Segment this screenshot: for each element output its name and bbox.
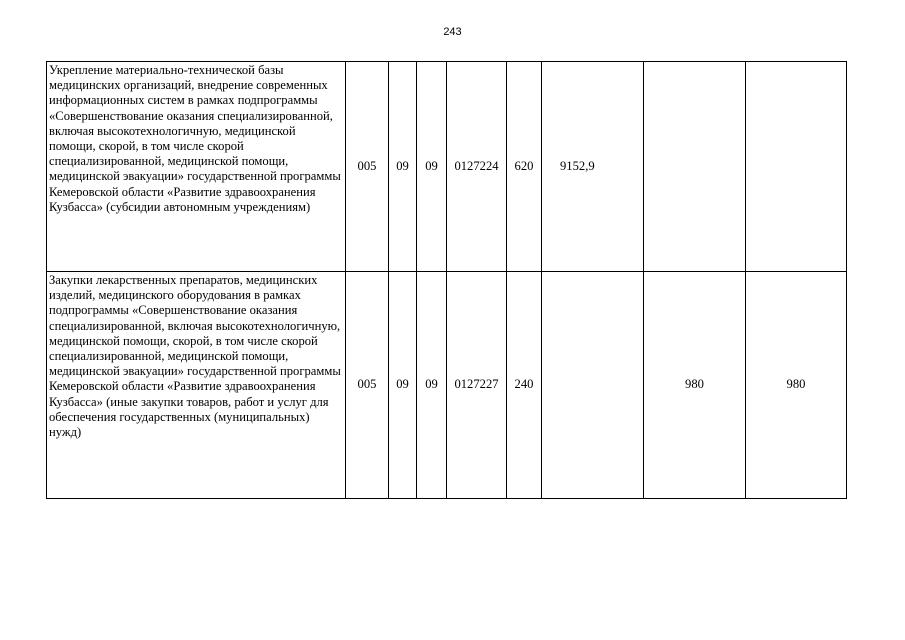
amount-year-1 (542, 272, 644, 499)
table-row (47, 62, 847, 272)
row-description: Закупки лекарственных препаратов, медицинских изделий, медицинского оборудования в рамках подпрограммы «Совершенствование оказания специализированной, включая высокотехнологичную, медицинской помощи, скорой, в том числе скорой специализированной, медицинской помощи, медицинской эвакуации» государственной программы Кемеровской области «Развитие здравоохранения Кузбасса» (иные закупки товаров, работ и услуг для обеспечения государственных (муниципальных) нужд) (47, 272, 346, 499)
table-row (47, 272, 847, 499)
target-article-code: 0127227 (447, 272, 507, 499)
budget-table (46, 61, 847, 499)
section-code: 09 (389, 272, 417, 499)
section-code: 09 (389, 62, 417, 272)
subsection-code: 09 (417, 62, 447, 272)
amount-year-2 (644, 62, 746, 272)
amount-year-1: 9152,9 (542, 62, 644, 272)
target-article-code: 0127224 (447, 62, 507, 272)
amount-year-3: 980 (746, 272, 847, 499)
ministry-code: 005 (346, 62, 389, 272)
page-number: 243 (443, 26, 462, 38)
expense-type-code: 620 (507, 62, 542, 272)
ministry-code: 005 (346, 272, 389, 499)
amount-year-3 (746, 62, 847, 272)
expense-type-code: 240 (507, 272, 542, 499)
amount-year-2: 980 (644, 272, 746, 499)
subsection-code: 09 (417, 272, 447, 499)
row-description: Укрепление материально-технической базы медицинских организаций, внедрение современных информационных систем в рамках подпрограммы «Совершенствование оказания специализированной, включая высокотехнологичную, медицинской помощи, скорой, в том числе скорой специализированной, медицинской помощи, медицинской эвакуации» государственной программы Кемеровской области «Развитие здравоохранения Кузбасса» (субсидии автономным учреждениям) (47, 62, 346, 272)
